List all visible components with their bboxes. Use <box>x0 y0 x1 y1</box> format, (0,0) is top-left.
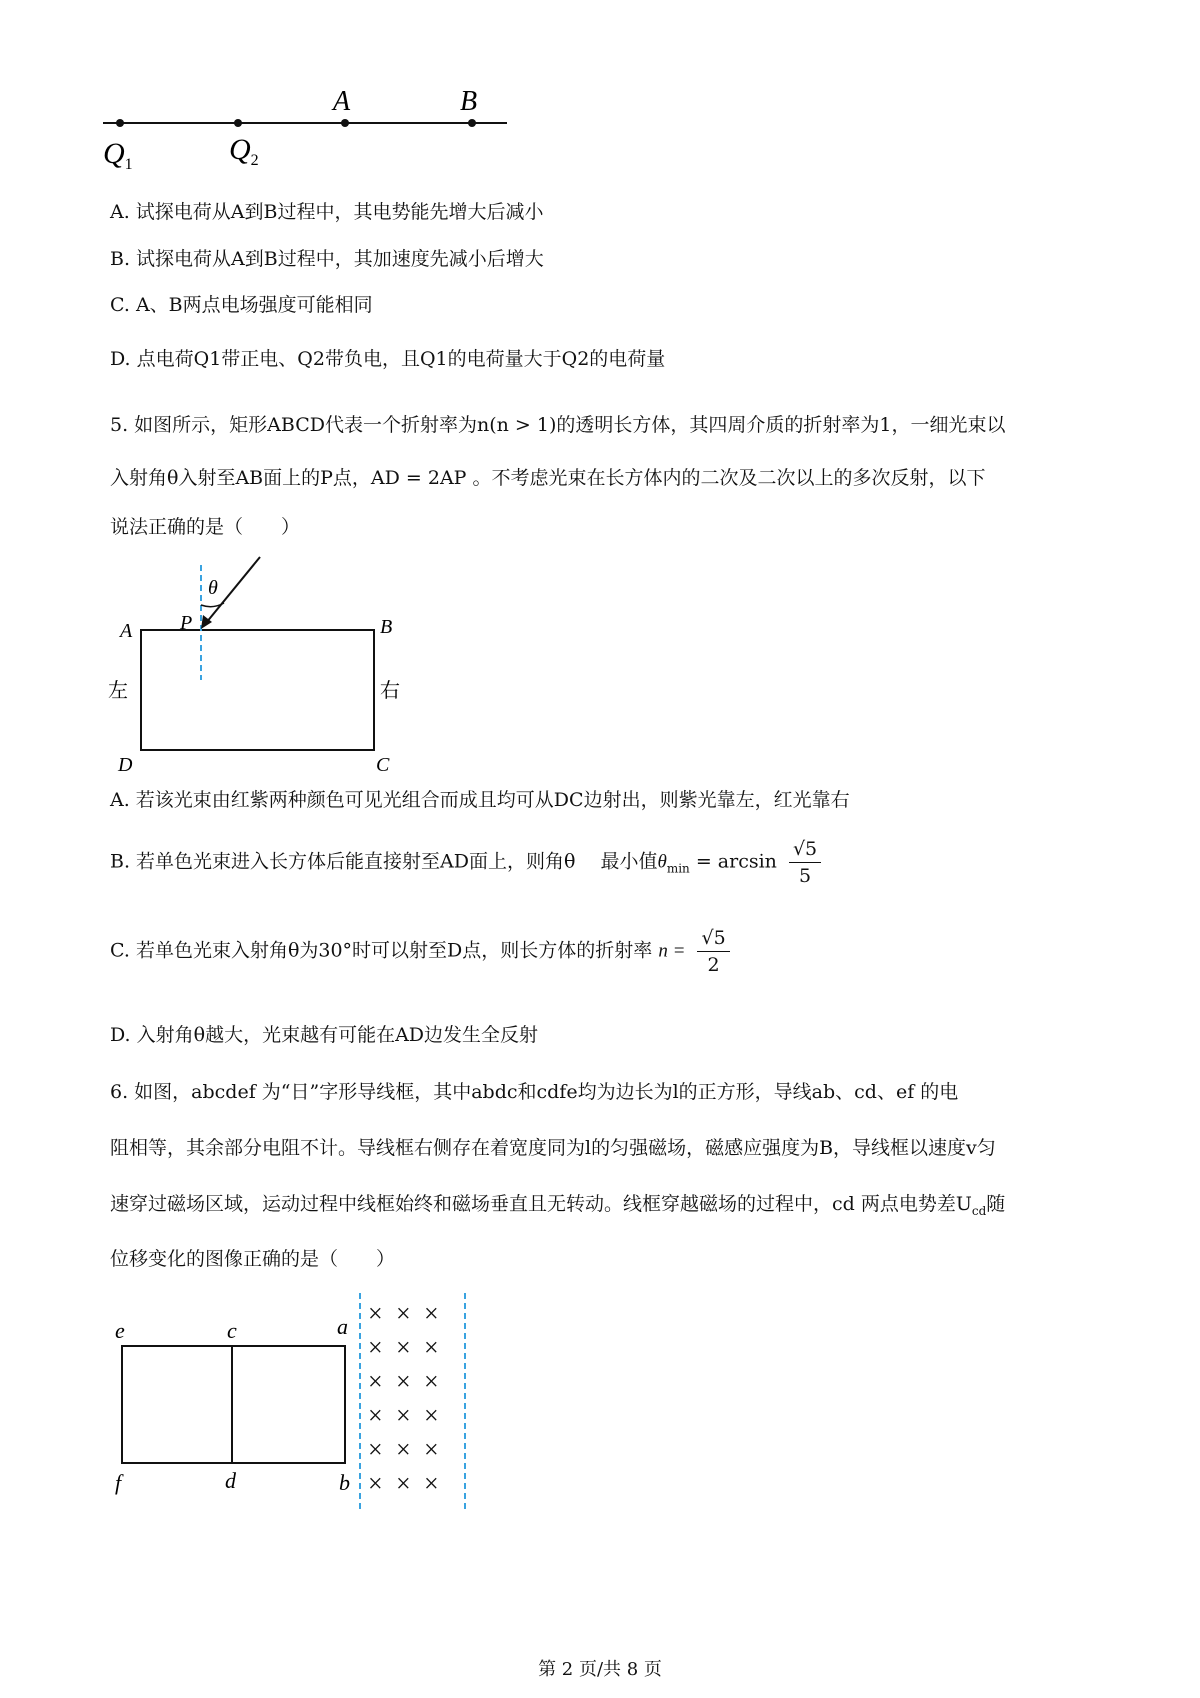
q5-stem-line2: 入射角θ入射至AB面上的P点，AD = 2AP 。不考虑光束在长方体内的二次及二次以上的多次反射，以下 <box>110 467 986 489</box>
frame-outer <box>122 1346 345 1463</box>
point-a <box>341 119 349 127</box>
refraction-figure <box>100 545 430 780</box>
q5-option-c-text: C. 若单色光束入射角θ为30°时可以射至D点，则长方体的折射率 <box>110 939 653 962</box>
q4-option-d: D. 点电荷Q1带正电、Q2带负电，且Q1的电荷量大于Q2的电荷量 <box>110 348 666 370</box>
label-e: e <box>115 1318 125 1343</box>
field-cross: × <box>424 1401 439 1430</box>
label-b: B <box>460 86 478 117</box>
field-cross: × <box>368 1333 383 1362</box>
field-cross: × <box>424 1333 439 1362</box>
label-right: 右 <box>380 680 400 702</box>
q5-option-c-fraction: $\frac{√5}{2}$ <box>697 925 729 978</box>
label-c: C <box>376 754 390 776</box>
page-footer: 第 2 页/共 8 页 <box>538 1659 662 1680</box>
field-cross: × <box>424 1469 439 1498</box>
point-b <box>468 119 476 127</box>
q5-stem-line3: 说法正确的是（ ） <box>110 516 301 538</box>
q5-option-b-fraction: $\frac{√5}{5}$ <box>789 836 821 889</box>
label-c: c <box>227 1318 237 1343</box>
label-q2: $Q_2$ <box>229 133 259 169</box>
magnetic-field-crosses <box>368 1299 439 1498</box>
q6-stem-line3: 速穿过磁场区域，运动过程中线框始终和磁场垂直且无转动。线框穿越磁场的过程中，cd 两点电势差$U_{cd}$随 <box>110 1193 1006 1218</box>
field-cross: × <box>368 1435 383 1464</box>
field-cross: × <box>396 1435 411 1464</box>
q5-option-b: B. 若单色光束进入长方体后能直接射至AD面上，则角θ 最小值$\theta_{min} = \arcsin$ $\frac{√5}{5}$ <box>110 836 821 889</box>
field-cross: × <box>396 1469 411 1498</box>
q4-option-c: C. A、B两点电场强度可能相同 <box>110 294 373 316</box>
field-cross: × <box>368 1367 383 1396</box>
field-cross: × <box>396 1299 411 1328</box>
rectangle-abcd <box>141 630 374 750</box>
label-f: f <box>115 1470 122 1495</box>
label-q1: $Q_1$ <box>103 137 133 173</box>
q6-stem-line4: 位移变化的图像正确的是（ ） <box>110 1248 396 1270</box>
label-d: d <box>225 1468 236 1493</box>
q5-option-d: D. 入射角θ越大，光束越有可能在AD边发生全反射 <box>110 1024 539 1046</box>
field-cross: × <box>368 1401 383 1430</box>
label-a: A <box>333 86 351 117</box>
label-a: A <box>120 620 133 642</box>
wire-frame-figure <box>105 1290 485 1525</box>
field-cross: × <box>368 1469 383 1498</box>
label-d: D <box>118 754 133 776</box>
label-left: 左 <box>108 680 128 702</box>
field-cross: × <box>368 1299 383 1328</box>
q4-option-b: B. 试探电荷从A到B过程中，其加速度先减小后增大 <box>110 248 544 270</box>
label-b: b <box>339 1470 350 1495</box>
field-cross: × <box>424 1367 439 1396</box>
label-p: P <box>180 612 193 634</box>
label-theta: θ <box>208 577 218 599</box>
field-cross: × <box>396 1401 411 1430</box>
field-cross: × <box>424 1435 439 1464</box>
q5-option-c: C. 若单色光束入射角θ为30°时可以射至D点，则长方体的折射率 n = $\frac{√5}{2}$ <box>110 925 730 978</box>
field-cross: × <box>424 1299 439 1328</box>
field-cross: × <box>396 1367 411 1396</box>
q6-stem-line2: 阻相等，其余部分电阻不计。导线框右侧存在着宽度同为l的匀强磁场，磁感应强度为B，导线框以速度v匀 <box>110 1137 996 1159</box>
q5-stem-line1: 5. 如图所示，矩形ABCD代表一个折射率为n(n > 1)的透明长方体，其四周介质的折射率为1，一细光束以 <box>110 414 1006 436</box>
point-q2 <box>234 119 242 127</box>
q4-option-a: A. 试探电荷从A到B过程中，其电势能先增大后减小 <box>110 201 544 223</box>
field-cross: × <box>396 1333 411 1362</box>
label-b: B <box>380 616 393 638</box>
charge-line-figure <box>95 85 525 175</box>
q5-option-b-text: B. 若单色光束进入长方体后能直接射至AD面上，则角θ 最小值 <box>110 850 658 873</box>
q5-option-a: A. 若该光束由红紫两种颜色可见光组合而成且均可从DC边射出，则紫光靠左，红光靠右 <box>110 789 850 811</box>
label-a: a <box>337 1314 348 1339</box>
point-q1 <box>116 119 124 127</box>
q6-stem-line1: 6. 如图，abcdef 为“日”字形导线框，其中abdc和cdfe均为边长为l的正方形，导线ab、cd、ef 的电 <box>110 1081 959 1103</box>
